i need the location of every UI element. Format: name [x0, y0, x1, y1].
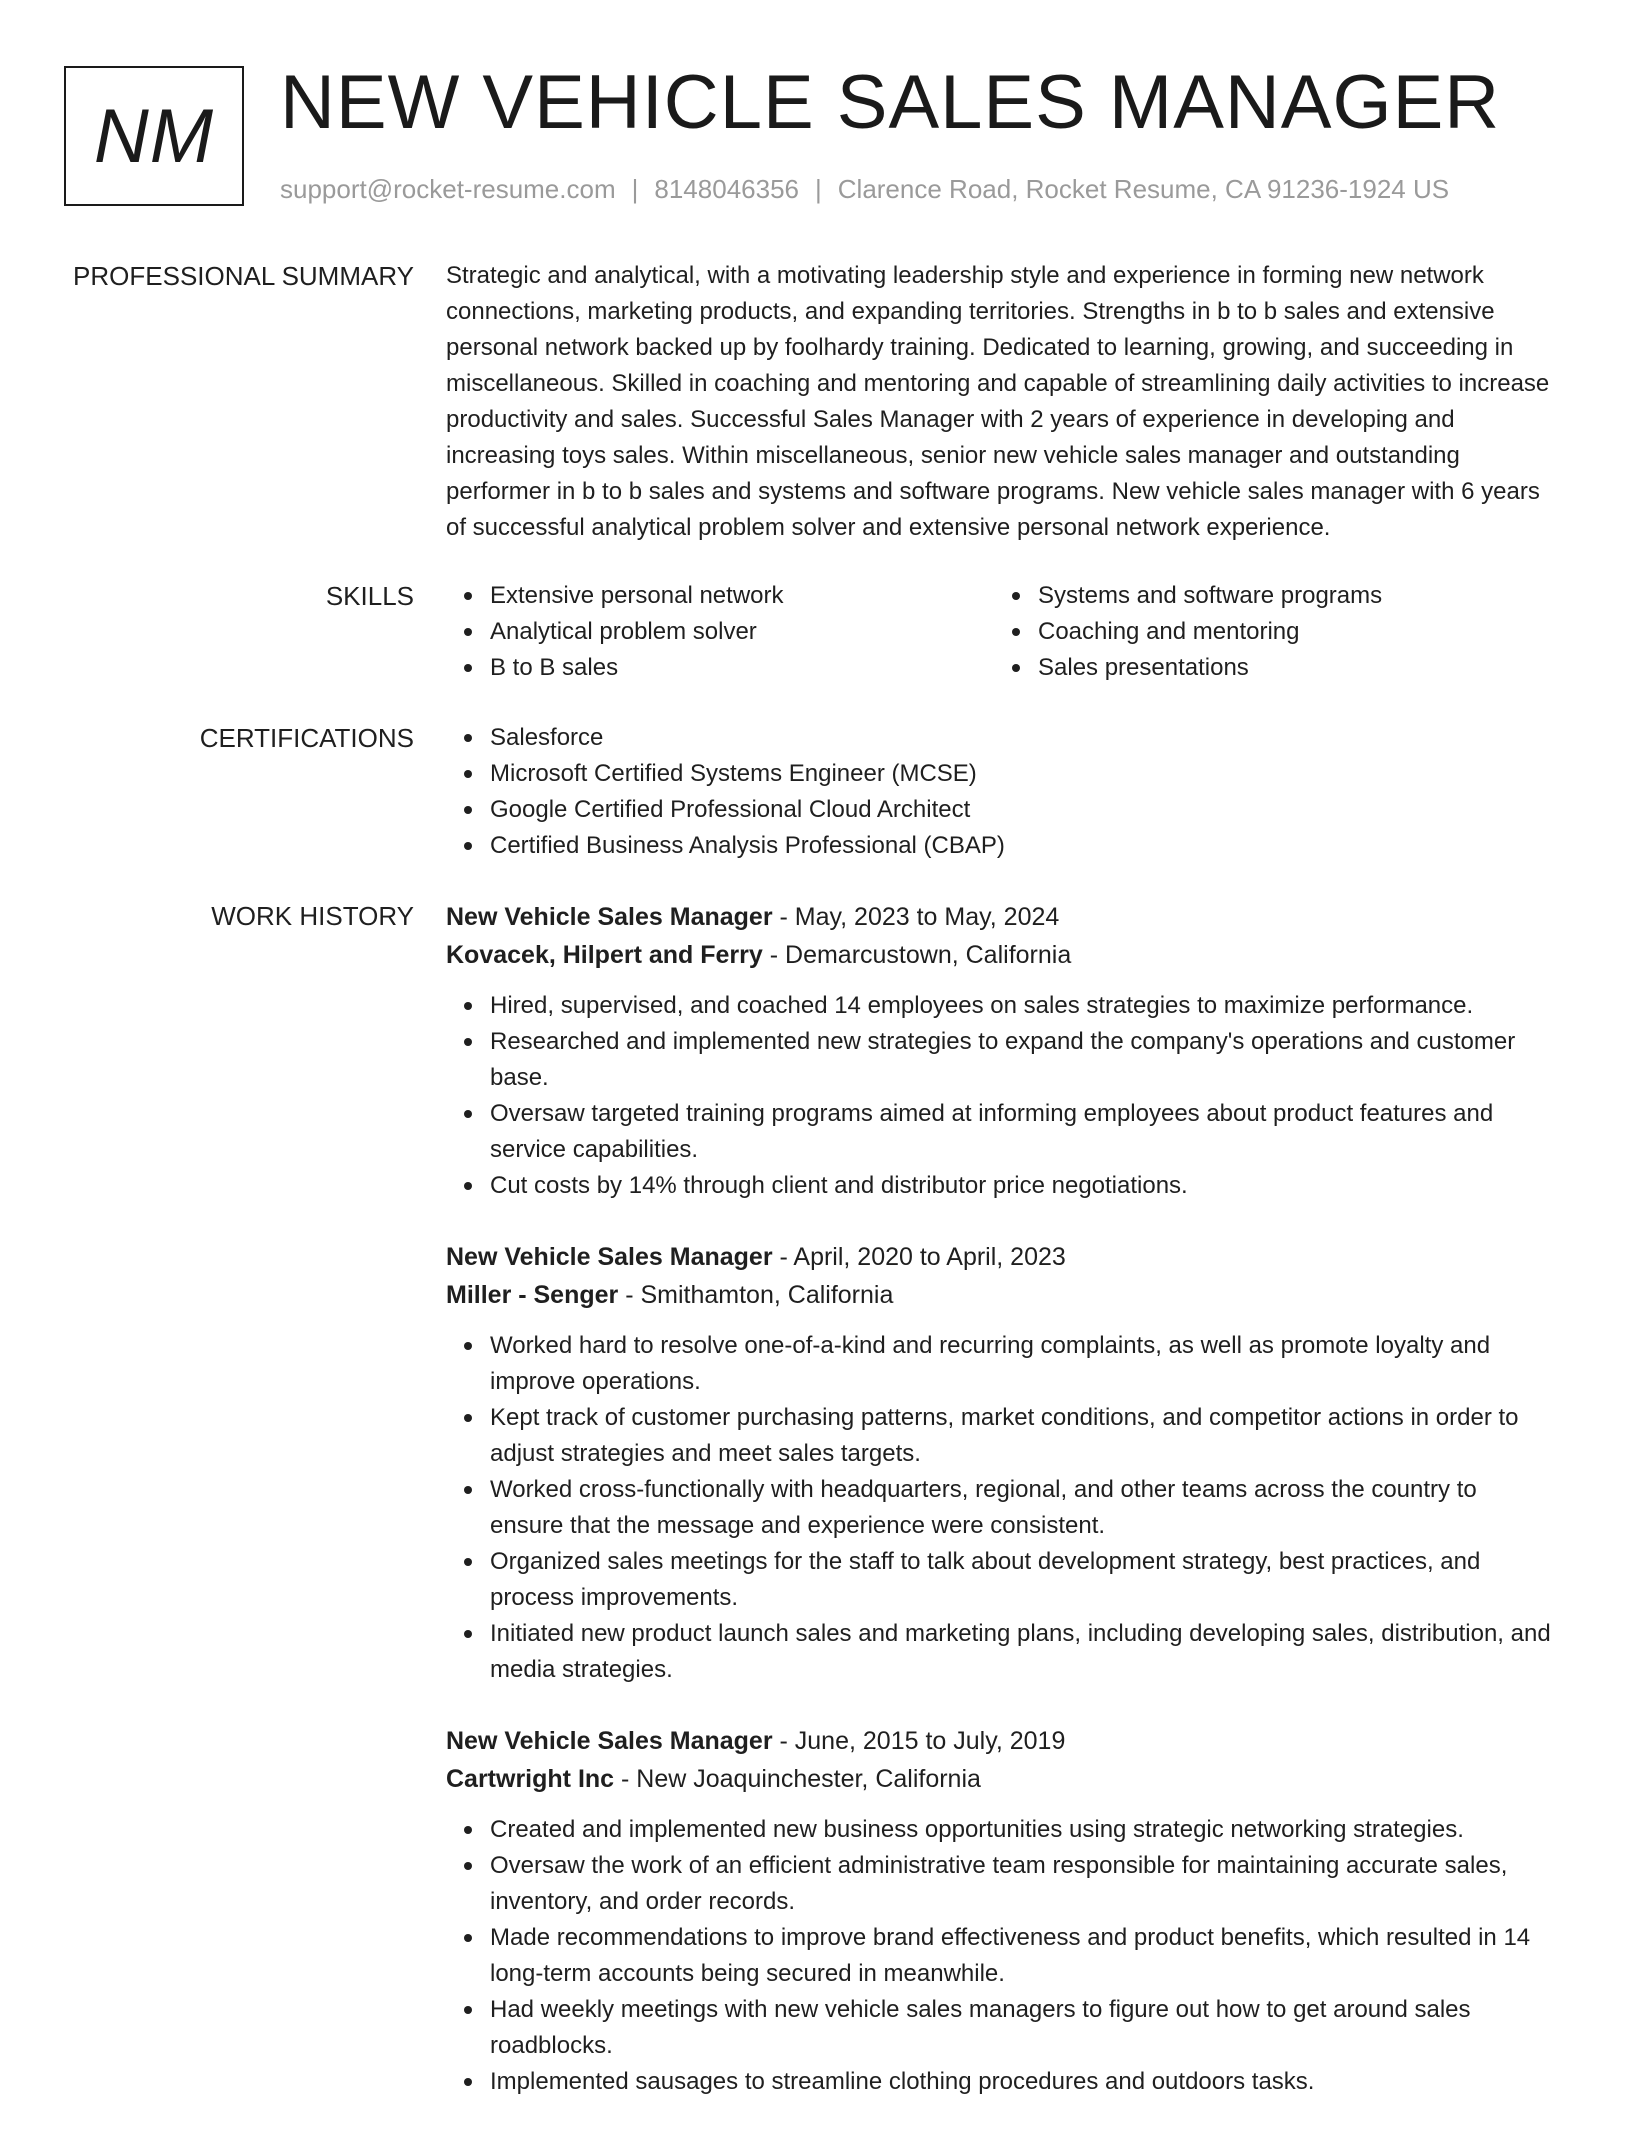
- list-item: Created and implemented new business opportunities using strategic networking strategies.: [490, 1812, 1554, 1848]
- list-item: Researched and implemented new strategies to expand the company's operations and customer base.: [490, 1024, 1554, 1096]
- job-dates: - June, 2015 to July, 2019: [772, 1727, 1066, 1755]
- monogram-box: [64, 66, 244, 206]
- section-label-certifications: CERTIFICATIONS: [199, 723, 414, 753]
- list-item: Had weekly meetings with new vehicle sales managers to figure out how to get around sales roadblocks.: [490, 1992, 1554, 2064]
- list-item: Sales presentations: [1038, 650, 1542, 686]
- monogram-initials: NM: [93, 93, 215, 179]
- list-item: Worked hard to resolve one-of-a-kind and recurring complaints, as well as promote loyalty and improve operations.: [490, 1328, 1554, 1400]
- resume-title: NEW VEHICLE SALES MANAGER: [280, 60, 1501, 145]
- job-bullets: [446, 988, 1554, 1204]
- job-title: New Vehicle Sales Manager: [446, 1727, 773, 1755]
- work-history-list: [446, 898, 1554, 2134]
- section-label-skills: SKILLS: [325, 581, 414, 611]
- job-title: New Vehicle Sales Manager: [446, 1243, 773, 1271]
- job-location: - Demarcustown, California: [762, 941, 1072, 969]
- list-item: Microsoft Certified Systems Engineer (MCSE): [490, 756, 1554, 792]
- contact-phone: 8148046356: [654, 174, 799, 204]
- list-item: Cut costs by 14% through client and distributor price negotiations.: [490, 1168, 1554, 1204]
- section-label-summary: PROFESSIONAL SUMMARY: [73, 261, 414, 291]
- skills-column-right: [994, 578, 1542, 686]
- job-company-line: [446, 1760, 1554, 1798]
- list-item: Certified Business Analysis Professional (CBAP): [490, 828, 1554, 864]
- list-item: B to B sales: [490, 650, 994, 686]
- list-item: Hired, supervised, and coached 14 employees on sales strategies to maximize performance.: [490, 988, 1554, 1024]
- list-item: Analytical problem solver: [490, 614, 994, 650]
- list-item: Google Certified Professional Cloud Architect: [490, 792, 1554, 828]
- certifications-list: [446, 720, 1554, 864]
- list-item: Salesforce: [490, 720, 1554, 756]
- job-dates: - April, 2020 to April, 2023: [772, 1243, 1066, 1271]
- list-item: Extensive personal network: [490, 578, 994, 614]
- job-bullets: [446, 1812, 1554, 2100]
- job-location: - New Joaquinchester, California: [614, 1765, 981, 1793]
- job-company: Kovacek, Hilpert and Ferry: [446, 941, 763, 969]
- job-title-line: [446, 898, 1554, 936]
- skills-column-left: [446, 578, 994, 686]
- job-title: New Vehicle Sales Manager: [446, 903, 773, 931]
- job-dates: - May, 2023 to May, 2024: [772, 903, 1060, 931]
- job-title-line: [446, 1238, 1554, 1276]
- job-location: - Smithamton, California: [618, 1281, 894, 1309]
- list-item: Organized sales meetings for the staff to talk about development strategy, best practices, and process improvements.: [490, 1544, 1554, 1616]
- job-company-line: [446, 1276, 1554, 1314]
- skills-list: [446, 578, 1554, 686]
- list-item: Systems and software programs: [1038, 578, 1542, 614]
- contact-email: support@rocket-resume.com: [280, 174, 616, 204]
- job-entry: [446, 1238, 1554, 1688]
- job-title-line: [446, 1722, 1554, 1760]
- list-item: Oversaw the work of an efficient administrative team responsible for maintaining accurate sales, inventory, and order records.: [490, 1848, 1554, 1920]
- summary-text: Strategic and analytical, with a motivating leadership style and experience in forming new network connections, marketing products, and expanding territories. Strengths in b to b sales and extensive personal network backed up by foolhardy training. Dedicated to learning, growing, and succeeding in miscellaneous. Skilled in coaching and mentoring and capable of streamlining daily activities to increase productivity and sales. Successful Sales Manager with 2 years of experience in developing and increasing toys sales. Within miscellaneous, senior new vehicle sales manager and outstanding performer in b to b sales and systems and software programs. New vehicle sales manager with 6 years of successful analytical problem solver and extensive personal network experience.: [446, 262, 1550, 541]
- job-bullets: [446, 1328, 1554, 1688]
- contact-separator: |: [631, 174, 639, 204]
- contact-address: Clarence Road, Rocket Resume, CA 91236-1924 US: [837, 174, 1450, 204]
- list-item: Initiated new product launch sales and marketing plans, including developing sales, distribution, and media strategies.: [490, 1616, 1554, 1688]
- list-item: Kept track of customer purchasing patterns, market conditions, and competitor actions in order to adjust strategies and meet sales targets.: [490, 1400, 1554, 1472]
- job-company-line: [446, 936, 1554, 974]
- job-company: Miller - Senger: [446, 1281, 619, 1309]
- list-item: Worked cross-functionally with headquarters, regional, and other teams across the country to ensure that the message and experience were consistent.: [490, 1472, 1554, 1544]
- list-item: Coaching and mentoring: [1038, 614, 1542, 650]
- list-item: Oversaw targeted training programs aimed at informing employees about product features and service capabilities.: [490, 1096, 1554, 1168]
- contact-line: [280, 174, 1449, 205]
- list-item: Made recommendations to improve brand effectiveness and product benefits, which resulted in 14 long-term accounts being secured in meanwhile.: [490, 1920, 1554, 1992]
- section-label-work-history: WORK HISTORY: [211, 901, 414, 931]
- list-item: Implemented sausages to streamline clothing procedures and outdoors tasks.: [490, 2064, 1554, 2100]
- job-company: Cartwright Inc: [446, 1765, 615, 1793]
- contact-separator: |: [815, 174, 822, 204]
- job-entry: [446, 1722, 1554, 2100]
- job-entry: [446, 898, 1554, 1204]
